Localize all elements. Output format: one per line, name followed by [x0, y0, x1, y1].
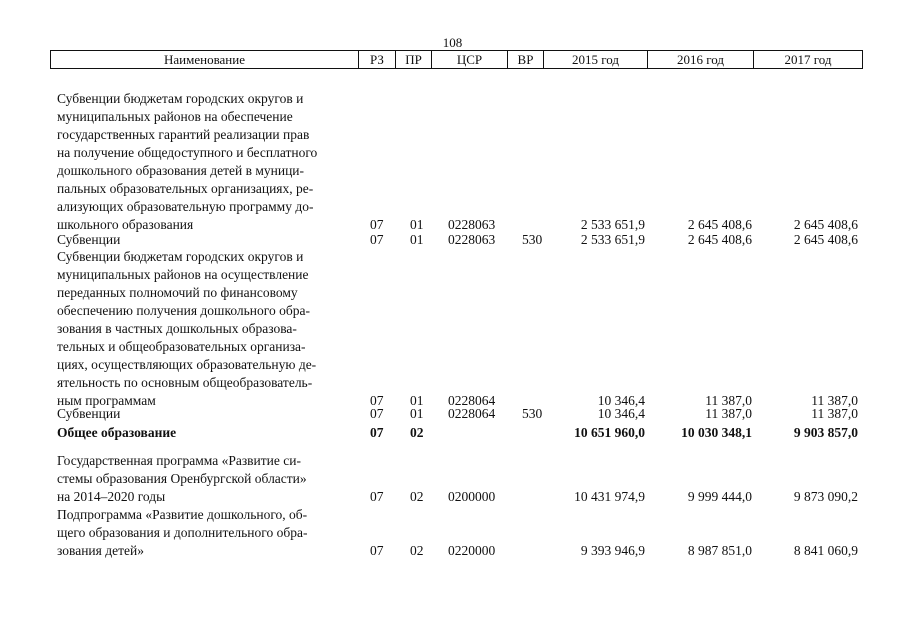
cell-2015: 10 346,4 [597, 393, 645, 408]
cell-pr: 02 [410, 489, 424, 504]
row-name-line: муниципальных районов на осуществление [57, 267, 309, 282]
row-name-line: Субвенции [57, 232, 121, 247]
row-name-line: ализующих образовательную программу до- [57, 199, 314, 214]
cell-2015: 2 533 651,9 [580, 217, 645, 232]
cell-pr: 01 [410, 406, 424, 421]
cell-vr: 530 [522, 406, 543, 421]
row-name-line: стемы образования Оренбургской области» [57, 471, 307, 486]
row-name-line: Субвенции бюджетам городских округов и [57, 249, 304, 264]
cell-2017: 2 645 408,6 [793, 232, 858, 247]
row-name-line: щего образования и дополнительного обра- [57, 525, 308, 540]
cell-pr: 01 [410, 232, 424, 247]
header-name: Наименование [51, 51, 359, 68]
cell-pr: 01 [410, 217, 424, 232]
row-name-line: переданных полномочий по финансовому [57, 285, 298, 300]
cell-2015: 10 431 974,9 [574, 489, 645, 504]
row-name-line: дошкольного образования детей в муници- [57, 163, 305, 178]
row-name [57, 424, 355, 442]
row-name-line: государственных гарантий реализации прав [57, 127, 310, 142]
cell-pr: 01 [410, 393, 424, 408]
row-name-line: тельных и общеобразовательных организа- [57, 339, 306, 354]
cell-2017: 2 645 408,6 [793, 217, 858, 232]
table-header [50, 50, 863, 69]
cell-2017: 11 387,0 [811, 393, 858, 408]
cell-csr: 0220000 [448, 543, 496, 558]
cell-2017: 11 387,0 [811, 406, 858, 421]
row-name [57, 248, 355, 410]
row-name-line: пальных образовательных организациях, ре- [57, 181, 314, 196]
cell-csr: 0228064 [448, 393, 496, 408]
cell-rz: 07 [370, 543, 384, 558]
row-name-line: обеспечению получения дошкольного обра- [57, 303, 310, 318]
cell-pr: 02 [410, 543, 424, 558]
cell-rz: 07 [370, 406, 384, 421]
row-name-line: школьного образования [57, 217, 194, 232]
header-vr: ВР [508, 51, 544, 68]
cell-2015: 2 533 651,9 [580, 232, 645, 247]
row-name [57, 452, 355, 506]
cell-rz: 07 [370, 232, 384, 247]
row-name-line: Общее образование [57, 425, 177, 440]
cell-csr: 0228063 [448, 232, 496, 247]
cell-2017: 9 873 090,2 [793, 489, 858, 504]
row-name-line: муниципальных районов на обеспечение [57, 109, 293, 124]
cell-rz: 07 [370, 489, 384, 504]
header-pr: ПР [396, 51, 432, 68]
cell-2016: 8 987 851,0 [687, 543, 752, 558]
row-name-line: зования в частных дошкольных образова- [57, 321, 297, 336]
cell-csr: 0228063 [448, 217, 496, 232]
cell-2015: 9 393 946,9 [580, 543, 645, 558]
row-name-line: Субвенции бюджетам городских округов и [57, 91, 304, 106]
cell-pr: 02 [410, 425, 424, 440]
cell-2016: 2 645 408,6 [687, 217, 752, 232]
cell-2015: 10 346,4 [597, 406, 645, 421]
cell-rz: 07 [370, 393, 384, 408]
cell-csr: 0228064 [448, 406, 496, 421]
header-2016: 2016 год [648, 51, 754, 68]
cell-csr: 0200000 [448, 489, 496, 504]
cell-2016: 11 387,0 [705, 406, 752, 421]
row-name-line: Подпрограмма «Развитие дошкольного, об- [57, 507, 308, 522]
row-name-line: зования детей» [57, 543, 144, 558]
row-name [57, 405, 355, 423]
header-2015: 2015 год [544, 51, 648, 68]
row-name [57, 506, 355, 560]
cell-vr: 530 [522, 232, 543, 247]
cell-2016: 11 387,0 [705, 393, 752, 408]
cell-2016: 9 999 444,0 [687, 489, 752, 504]
row-name-line: на получение общедоступного и бесплатного [57, 145, 318, 160]
header-2017: 2017 год [784, 52, 832, 67]
row-name-line: ным программам [57, 393, 156, 408]
row-name [57, 231, 355, 249]
cell-2016: 10 030 348,1 [681, 425, 752, 440]
cell-2016: 2 645 408,6 [687, 232, 752, 247]
row-name-line: Субвенции [57, 406, 121, 421]
cell-rz: 07 [370, 217, 384, 232]
header-csr: ЦСР [432, 51, 508, 68]
cell-2017: 8 841 060,9 [793, 543, 858, 558]
row-name-line: Государственная программа «Развитие си- [57, 453, 301, 468]
header-rz: РЗ [359, 51, 396, 68]
row-name-line: на 2014–2020 годы [57, 489, 166, 504]
cell-rz: 07 [370, 425, 384, 440]
row-name [57, 90, 355, 234]
row-name-line: циях, осуществляющих образовательную де- [57, 357, 317, 372]
row-name-line: ятельность по основным общеобразователь- [57, 375, 313, 390]
page-number: 108 [442, 35, 463, 50]
cell-2017: 9 903 857,0 [793, 425, 858, 440]
cell-2015: 10 651 960,0 [574, 425, 645, 440]
